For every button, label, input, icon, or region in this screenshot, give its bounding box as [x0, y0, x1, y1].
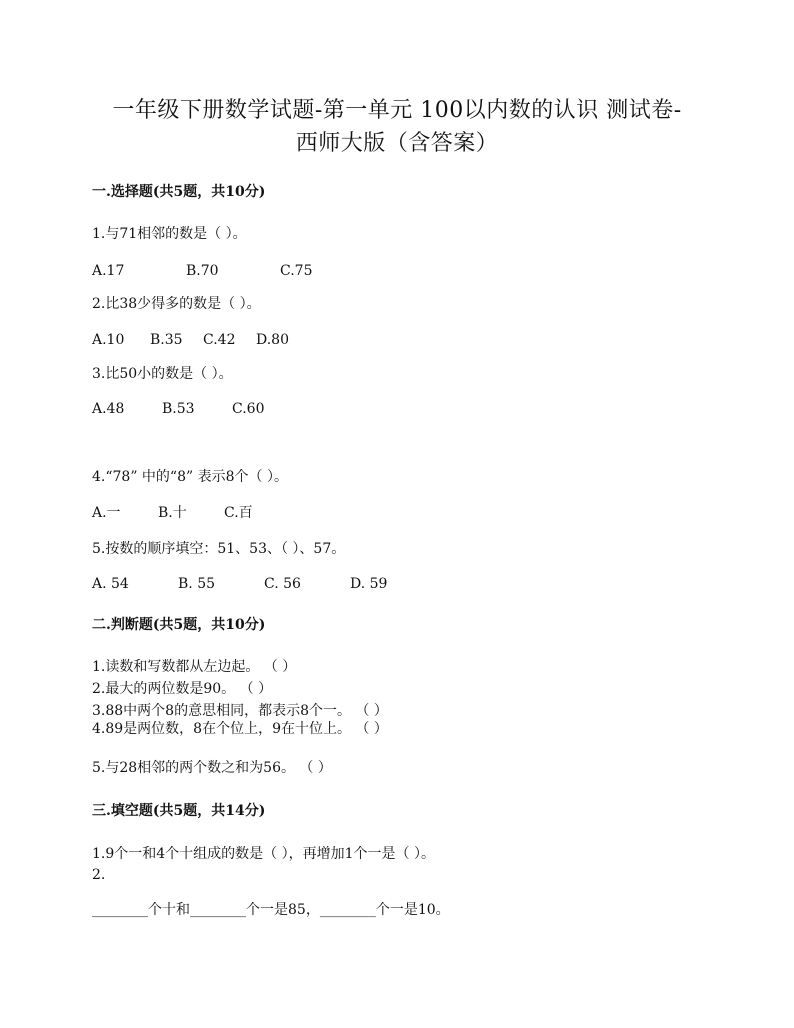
option: B.53 [162, 401, 195, 417]
section-heading-multiple-choice: 一.选择题(共5题，共10分) [92, 184, 266, 200]
question-5: 5.按数的顺序填空：51、53、（ ）、57。 [92, 541, 346, 557]
document-title-line-1: 一年级下册数学试题-第一单元 100以内数的认识 测试卷- [112, 98, 682, 123]
judgment-item-4: 4.89是两位数，8在个位上，9在十位上。 （ ） [92, 721, 388, 737]
document-title-line-2: 西师大版（含答案） [295, 131, 499, 156]
fill-item-2: ________个十和________个一是85，________个一是10。 [92, 902, 450, 918]
question-4-options [92, 504, 253, 522]
option: B. 55 [178, 576, 216, 592]
judgment-item-2: 2.最大的两位数是90。 （ ） [92, 681, 273, 697]
option: C.75 [280, 263, 313, 279]
section-heading-fill-blank: 三.填空题(共5题，共14分) [92, 803, 266, 819]
judgment-item-1: 1.读数和写数都从左边起。 （ ） [92, 659, 297, 675]
question-4: 4.“78” 中的“8” 表示8个（ ）。 [92, 469, 288, 485]
judgment-item-5: 5.与28相邻的两个数之和为56。 （ ） [92, 760, 332, 776]
option: C.百 [224, 505, 253, 521]
question-3-options [92, 400, 264, 418]
option: A.10 [92, 332, 125, 348]
judgment-item-3: 3.88中两个8的意思相同，都表示8个一。 （ ） [92, 703, 388, 719]
question-5-options [92, 575, 387, 593]
fill-item-2-number: 2. [92, 867, 106, 883]
option: B.十 [158, 505, 187, 521]
fill-item-1: 1.9个一和4个十组成的数是（ ），再增加1个一是（ ）。 [92, 846, 435, 862]
question-2-options [92, 331, 289, 349]
option: B.35 [150, 332, 183, 348]
option: C.42 [203, 332, 236, 348]
option: C. 56 [264, 576, 301, 592]
option: A.48 [92, 401, 125, 417]
question-3: 3.比50小的数是（ ）。 [92, 366, 233, 382]
option: A.17 [92, 263, 125, 279]
option: A.一 [92, 505, 121, 521]
question-2: 2.比38少得多的数是（ ）。 [92, 296, 261, 312]
question-1: 1.与71相邻的数是（ ）。 [92, 226, 247, 242]
option: D. 59 [350, 576, 388, 592]
option: A. 54 [92, 576, 129, 592]
section-heading-true-false: 二.判断题(共5题，共10分) [92, 617, 266, 633]
option: B.70 [186, 263, 219, 279]
option: C.60 [232, 401, 265, 417]
question-1-options [92, 262, 312, 280]
option: D.80 [256, 332, 289, 348]
